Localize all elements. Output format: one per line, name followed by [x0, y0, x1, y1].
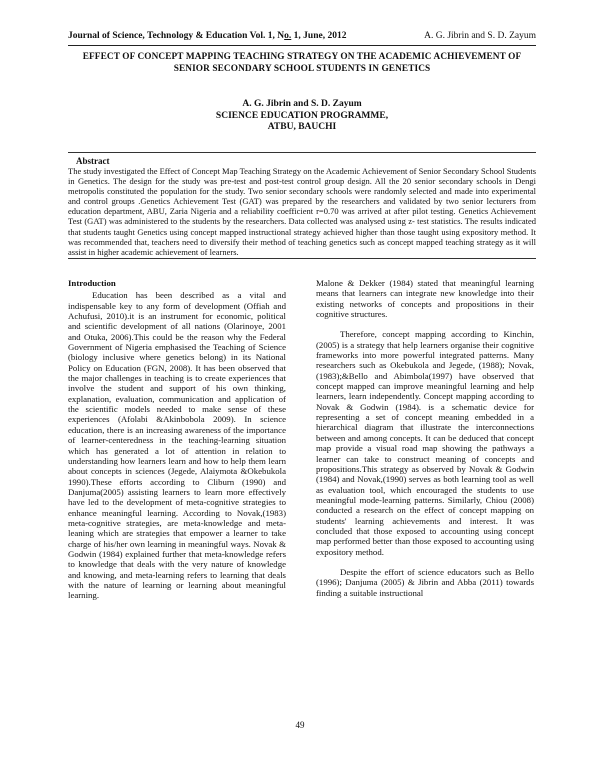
running-header [68, 31, 536, 41]
author-department: SCIENCE EDUCATION PROGRAMME, [215, 110, 389, 121]
author-institution: ATBU, BAUCHI [267, 122, 337, 132]
abstract-text: The study investigated the Effect of Concept Map Teaching Strategy on the Academic Achievement of Senior Secondary School Students in Genetics. The design for the study was pre-test and post-test control group design. All the 20 senior secondary schools in Dengi metropolis constituted the population for the study. Two senior secondary schools were randomly selected and made into experimental and control groups .Genetics Achievement Test (GAT) was prepared by the researchers and validated by two senior lecturers from education department, ABU, Zaria Nigeria and a reliability coefficient r=0.70 was arrived at after pilot testing. Genetics Achievement Test (GAT) was administered to the students by the researchers. Data collected was analysed using z- test statistics. The results indicated that students taught Genetics using concept mapped instructional strategy achieved higher than those taught using expository method. It was recommended that, teachers need to diversify their method of teaching genetics such as concept mapped teaching strategy as it will assist in higher academic achievement of learners. [68, 166, 536, 257]
author-names: A. G. Jibrin and S. D. Zayum [242, 99, 362, 109]
page-number: 49 [295, 720, 305, 730]
left-column [68, 278, 286, 601]
paper-title: EFFECT OF CONCEPT MAPPING TEACHING STRATEGY ON THE ACADEMIC ACHIEVEMENT OF SENIOR SECONDARY SCHOOL STUDENTS IN GENETICS [82, 52, 522, 74]
number-abbrev: o. [284, 31, 292, 41]
author-block [68, 99, 536, 134]
paragraph: Therefore, concept mapping according to Kinchin,(2005) is a strategy that help learners organise their cognitive frameworks into more powerful integrated patterns. Many researchers such as Okebukola and Jegede, (1988); Novak,(1983);&Bello and Abimbola(1997) have observed that concept mapped can improve meaningful learning and help learners, learn independently. Concept mapping according to Novak & Godwin (1984). is a schematic device for representing a set of concept meaning embedded in a hierarchical diagram that illustrate the interconnections between and among concepts. It can be deduced that concept map provide a visual road map showing the pathways a learner can take to construct meaning of concepts and propositions.This strategy as observed by Novak & Godwin (1984) and Novak,(1990) serves as both learning tool as well as evaluation tool, which encouraged the students to use meaningful mode-learning patterns. Similarly, Chiou (2008) conducted a research on the effect of concept mapping on students' learning achievements and interest. It was concluded that those exposed to accounting using concept map performed better than those exposed to accounting using expository method. [316, 329, 534, 557]
header-authors: A. G. Jibrin and S. D. Zayum [424, 31, 536, 41]
right-column [316, 278, 534, 598]
header-rule [68, 45, 536, 46]
paragraph: Malone & Dekker (1984) stated that meaningful learning means that learners can integrate new knowledge into their existing networks of concepts and propositions in their cognitive structures. [316, 278, 534, 320]
journal-citation: Journal of Science, Technology & Education Vol. 1, No. 1, June, 2012 [68, 31, 347, 41]
abstract-heading: Abstract [76, 156, 110, 166]
introduction-heading: Introduction [68, 278, 116, 288]
paragraph: Despite the effort of science educators such as Bello (1996); Danjuma (2005) & Jibrin and Abba (2011) towards finding a suitable instructional [316, 566, 534, 598]
paragraph: Education has been described as a vital and indispensable key to any form of development (Offiah and Achufusi, 2010).it is an instrument for economic, political and scientific development of all nations (Olarinoye, 2001 and Otuka, 2006).This could be the reason why the Federal Government of Nigeria emphasised the Teaching of Science (biology inclusive where genetics belong) in its National Policy on Education (FGN, 2008). It has been observed that the major challenges in teaching is to create experiences that involve the student and support of his own thinking, explanation, evaluation, communication and application of the scientific models needed to make sense of these experiences (Afolabi &Akinbobola 2009). In science education, there is an increasing awareness of the importance of learner-centeredness in the teaching-learning situation which has generated a lot of attention in relation to understanding how learners learn and how to help them learn about concepts in sciences (Jegede, Alaiymota &Okebukola 1990).These efforts according to Cliburn (1990) and Danjuma(2005) assisting learners to learn more effectively have led to the development of meta-cognitive strategies to enhance meaningful learning. According to Novak,(1983) meta-cognitive strategies, are meta-knowledge and meta-leaning which are strategies that empower a learner to take charge of his/her own learning in meaningful ways. Novak & Godwin (1984) explained further that meta-knowledge refers to knowledge that deals with the very nature of knowledge and knowing, and meta-learning refers to learning that deals with the nature of learning or learning about meaningful learning. [68, 290, 286, 601]
